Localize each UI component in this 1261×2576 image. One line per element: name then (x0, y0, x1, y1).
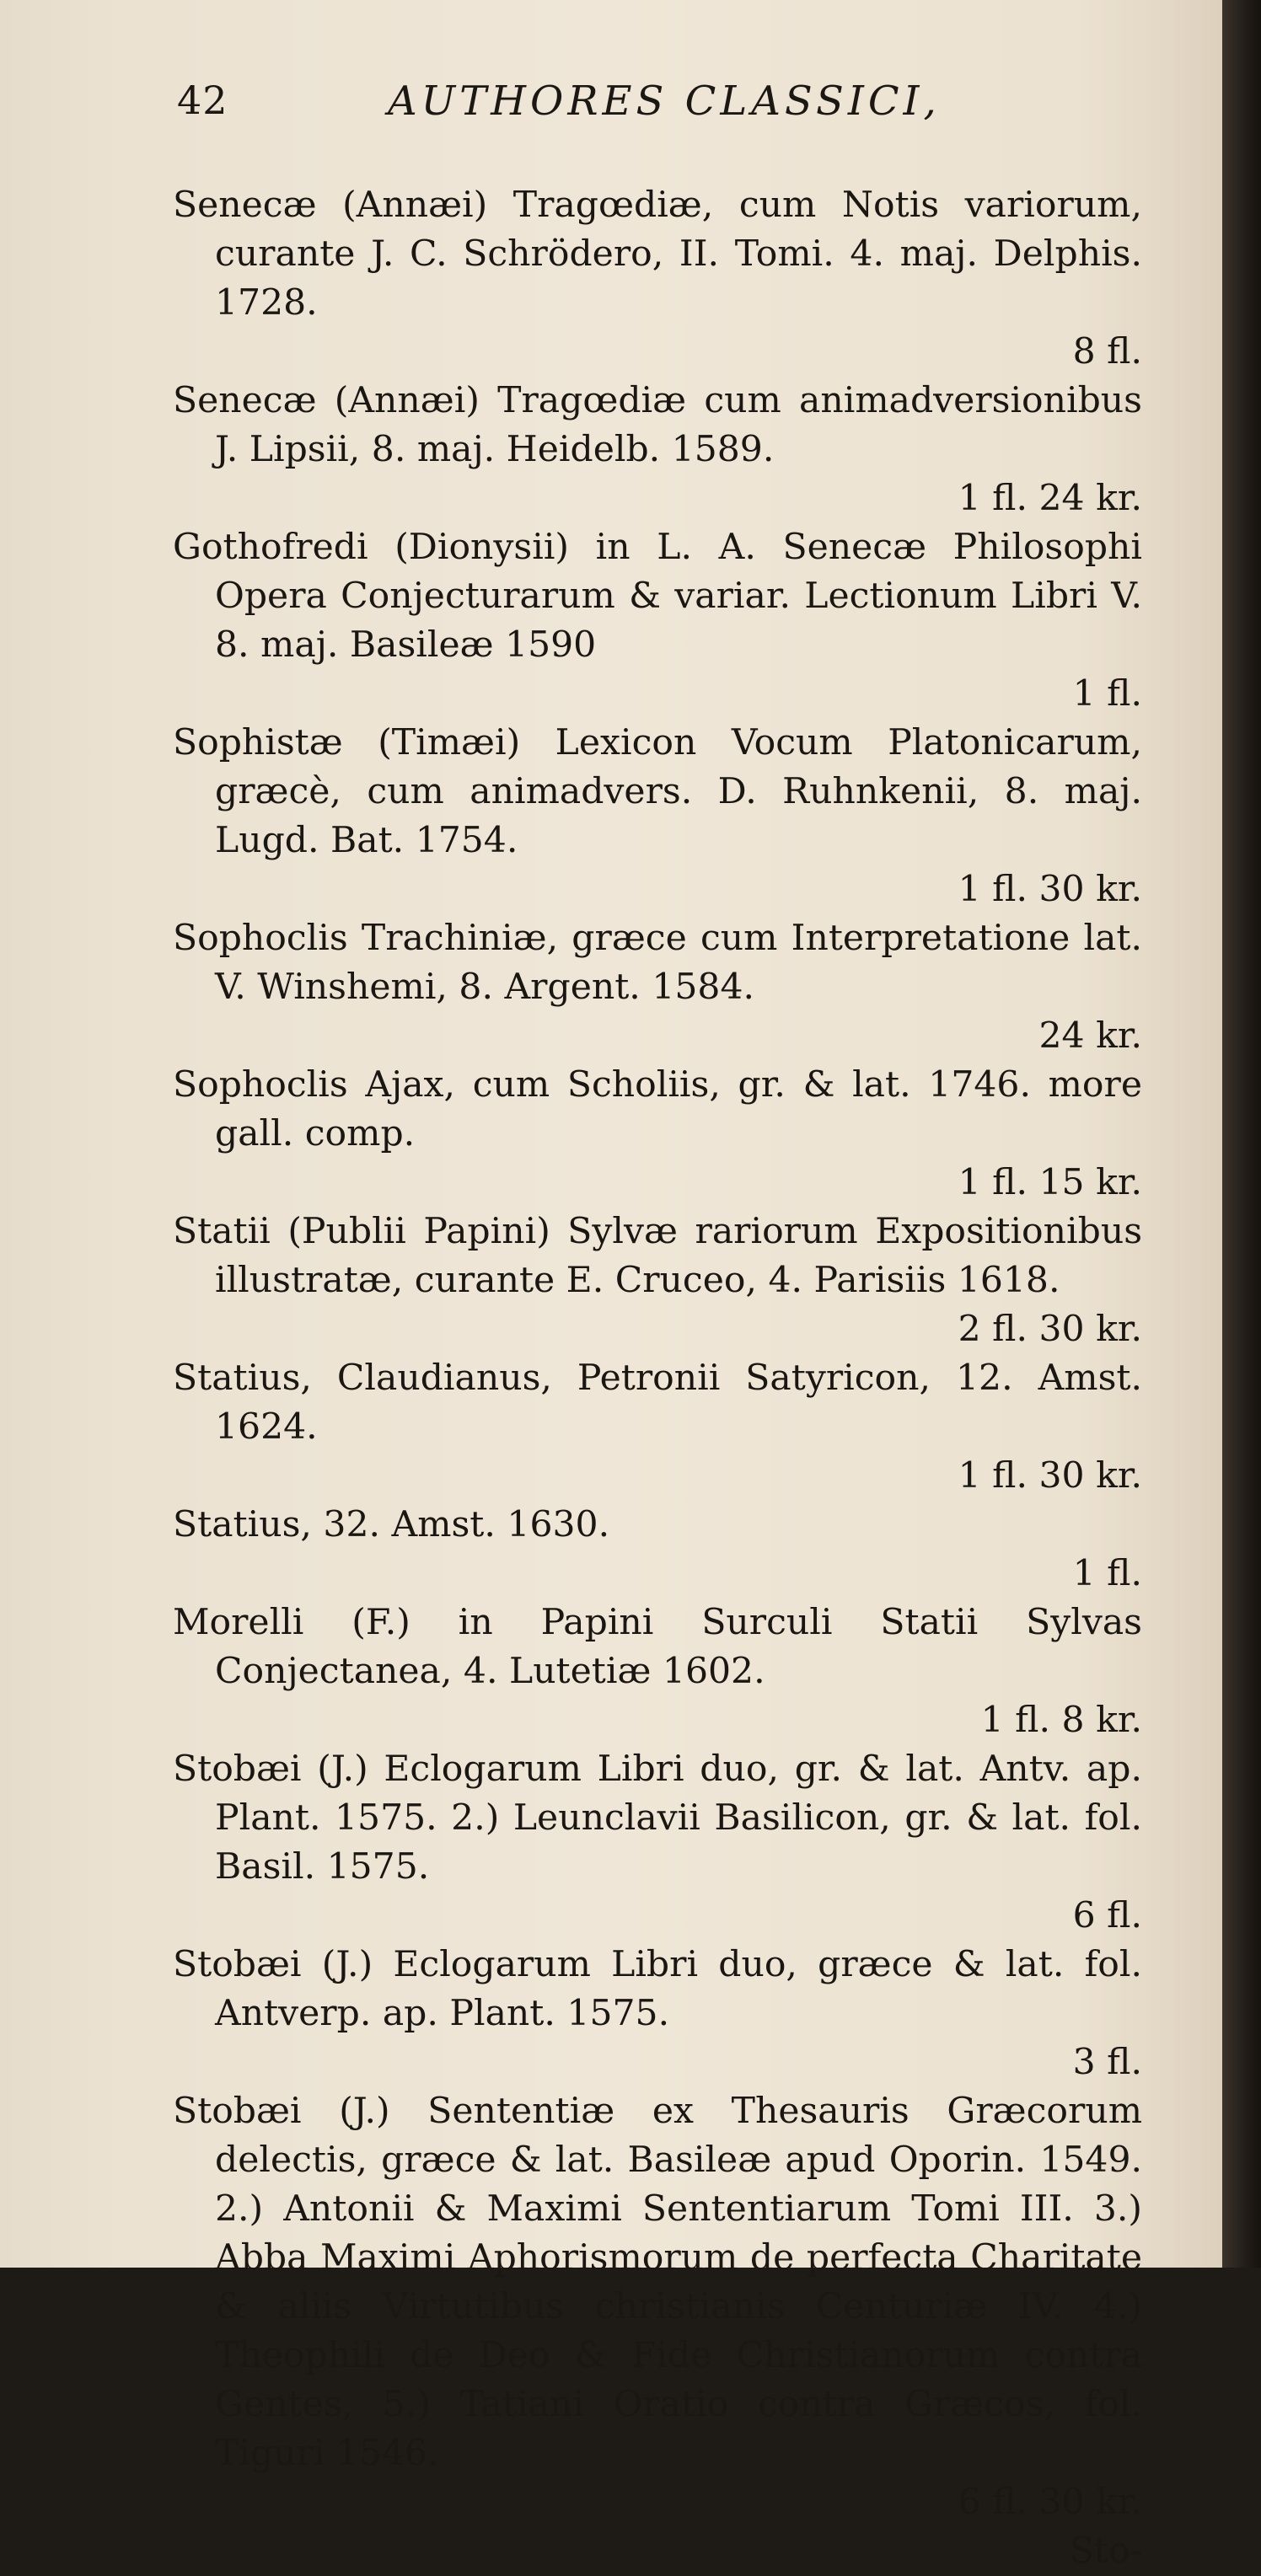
catchword-text: Sto- (1069, 2530, 1142, 2572)
catalog-entry (173, 1745, 1142, 1941)
entry-price: 24 kr. (1038, 1015, 1142, 1057)
catalog-entry (173, 719, 1142, 914)
entry-price: 2 fl. 30 kr. (958, 1309, 1142, 1350)
entry-text: Statius, 32. Amst. 1630. (173, 1504, 610, 1545)
catchword (173, 2527, 1142, 2576)
entry-price: 1 fl. 24 kr. (958, 478, 1142, 519)
page-header (177, 78, 1054, 137)
entry-text: Sophistæ (Timæi) Lexicon Vocum Platonicarum, græcè, cum animadvers. D. Ruhnkenii, 8. maj. Lugd. Bat. 1754. (173, 722, 1142, 861)
catalog-entry (173, 1599, 1142, 1745)
book-spine-edge (1222, 0, 1261, 2268)
entry-text: Sophoclis Trachiniæ, græce cum Interpretatione lat. V. Winshemi, 8. Argent. 1584. (173, 918, 1142, 1008)
entry-text: Statius, Claudianus, Petronii Satyricon, 12. Amst. 1624. (173, 1358, 1142, 1448)
entry-price: 3 fl. (1072, 2042, 1142, 2083)
catalog-entry (173, 1941, 1142, 2087)
entry-price: 1 fl. 30 kr. (958, 1455, 1142, 1497)
running-title: AUTHORES CLASSICI, (388, 78, 941, 125)
entry-text: Gothofredi (Dionysii) in L. A. Senecæ Philosophi Opera Conjecturarum & variar. Lectionum Libri V. 8. maj. Basileæ 1590 (173, 527, 1142, 666)
catalog-entry (173, 1501, 1142, 1599)
catalog-entry (173, 2087, 1142, 2527)
entry-text: Stobæi (J.) Eclogarum Libri duo, græce & lat. fol. Antverp. ap. Plant. 1575. (173, 1944, 1142, 2034)
entry-price: 1 fl. 8 kr. (980, 1700, 1142, 1741)
entry-price: 8 fl. (1072, 331, 1142, 372)
entry-text: Stobæi (J.) Sententiæ ex Thesauris Græcorum delectis, græce & lat. Basileæ apud Oporin. 1549. 2.) Antonii & Maximi Sententiarum Tomi III. 3.) Abba Maximi Aphorismorum de perfecta Charitate & aliis Virtutibus christianis Centuriæ IV. 4.) Theophili de Deo & Fide Christianorum contra Gentes, 5.) Tatiani Oratio contra Græcos, fol. Tiguri 1546. (173, 2091, 1142, 2474)
catalog-entry (173, 377, 1142, 523)
catalog-entry (173, 181, 1142, 377)
entry-price: 6 fl. (1072, 1895, 1142, 1936)
catalog-entries (173, 181, 1142, 2576)
catalog-entry (173, 523, 1142, 719)
entry-text: Senecæ (Annæi) Tragœdiæ, cum Notis variorum, curante J. C. Schrödero, II. Tomi. 4. maj. Delphis. 1728. (173, 185, 1142, 324)
catalog-entry (173, 1354, 1142, 1501)
entry-text: Statii (Publii Papini) Sylvæ rariorum Expositionibus illustratæ, curante E. Cruceo, 4. Parisiis 1618. (173, 1211, 1142, 1301)
entry-text: Sophoclis Ajax, cum Scholiis, gr. & lat. 1746. more gall. comp. (173, 1064, 1142, 1154)
entry-text: Morelli (F.) in Papini Surculi Statii Sylvas Conjectanea, 4. Lutetiæ 1602. (173, 1602, 1142, 1692)
entry-price: 1 fl. (1072, 1553, 1142, 1594)
catalog-entry (173, 1208, 1142, 1354)
entry-price: 6 fl. 30 kr. (958, 2482, 1142, 2523)
entry-text: Senecæ (Annæi) Tragœdiæ cum animadversionibus J. Lipsii, 8. maj. Heidelb. 1589. (173, 380, 1142, 470)
entry-text: Stobæi (J.) Eclogarum Libri duo, gr. & lat. Antv. ap. Plant. 1575. 2.) Leunclavii Basilicon, gr. & lat. fol. Basil. 1575. (173, 1749, 1142, 1888)
entry-price: 1 fl. (1072, 673, 1142, 715)
catalog-entry (173, 1061, 1142, 1208)
entry-price: 1 fl. 30 kr. (958, 869, 1142, 910)
catalog-entry (173, 914, 1142, 1061)
page-number: 42 (177, 78, 228, 123)
entry-price: 1 fl. 15 kr. (958, 1162, 1142, 1203)
